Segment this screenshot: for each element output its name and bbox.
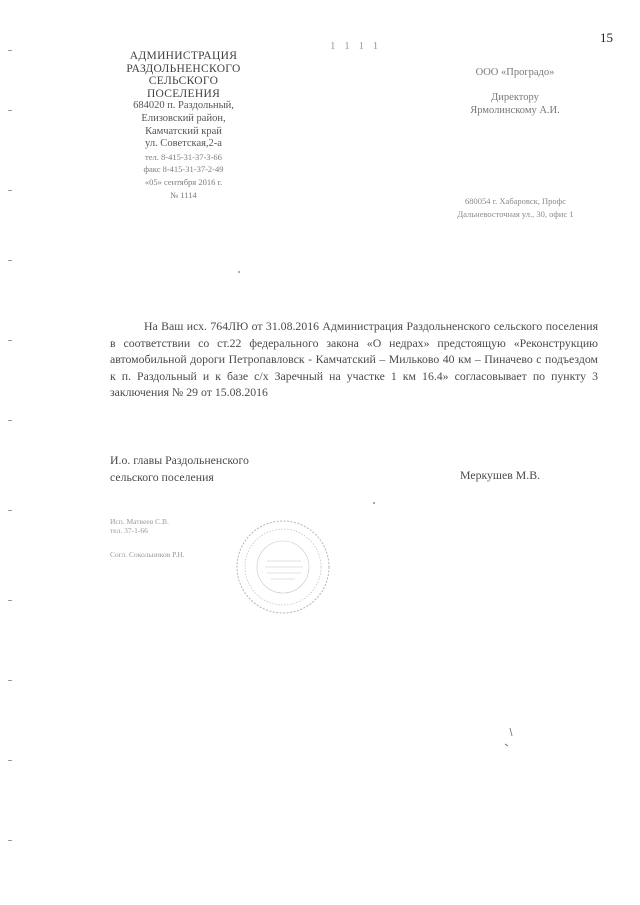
seal-icon bbox=[233, 517, 333, 617]
executor-line: тел. 37-1-66 bbox=[110, 526, 148, 535]
sender-line: Камчатский край bbox=[145, 125, 222, 137]
signatory-title bbox=[110, 452, 249, 485]
agreed-note: Согл. Сокольников Р.Н. bbox=[110, 550, 185, 559]
sender-line: ПОСЕЛЕНИЯ bbox=[146, 87, 221, 100]
recipient-title: Директору bbox=[491, 92, 539, 103]
signatory-title-line: И.о. главы Раздольненского bbox=[110, 453, 249, 467]
sender-line: 684020 п. Раздольный, bbox=[133, 100, 234, 112]
recipient-address bbox=[438, 195, 593, 221]
sender-line: тел. 8-415-31-37-3-66 bbox=[145, 151, 222, 162]
executor-info bbox=[110, 517, 169, 535]
official-seal bbox=[233, 517, 333, 622]
sender-line: РАЗДОЛЬНЕНСКОГО bbox=[126, 62, 241, 75]
letter-body: На Ваш исх. 764ЛЮ от 31.08.2016 Администрация Раздольненского сельского поселения в соответствии со ст.22 федерального закона «О недрах» предстоящую «Реконструкцию автомобильной дороги Петропавловск - Камчатский – Мильково 40 км – Пиначево с подъездом к п. Раздольный и к базе с/х Заречный на участке 1 км 16.4» согласовывает по пункту 3 заключения № 29 от 15.08.2016 bbox=[110, 319, 598, 400]
sender-line: № 1114 bbox=[170, 189, 197, 200]
recipient-block bbox=[440, 67, 590, 116]
pen-mark-icon bbox=[500, 726, 520, 750]
sender-line: факс 8-415-31-37-2-49 bbox=[143, 164, 224, 175]
recipient-name: Ярмолинскому А.И. bbox=[470, 105, 560, 116]
handwritten-mark bbox=[500, 726, 520, 753]
executor-line: Исп. Матвеев С.В. bbox=[110, 517, 169, 526]
recipient-address-line: 680054 г. Хабаровск, Профс bbox=[465, 196, 566, 206]
sender-block bbox=[96, 50, 271, 201]
sender-line: ул. Советская,2-а bbox=[145, 138, 222, 150]
incoming-stamp: 1 1 1 1 bbox=[330, 40, 382, 52]
recipient-address-line: Дальневосточная ул., 30, офис 1 bbox=[457, 209, 574, 219]
sender-line: СЕЛЬСКОГО bbox=[148, 75, 219, 88]
signatory-title-line: сельского поселения bbox=[110, 469, 214, 484]
sender-line: «05» сентября 2016 г. bbox=[144, 176, 223, 187]
sender-line: Елизовский район, bbox=[141, 112, 226, 124]
sender-line: АДМИНИСТРАЦИЯ bbox=[129, 50, 238, 62]
page-number: 15 bbox=[600, 30, 613, 45]
recipient-org: ООО «Проградо» bbox=[475, 67, 555, 78]
signatory-name: Меркушев М.В. bbox=[460, 468, 541, 482]
